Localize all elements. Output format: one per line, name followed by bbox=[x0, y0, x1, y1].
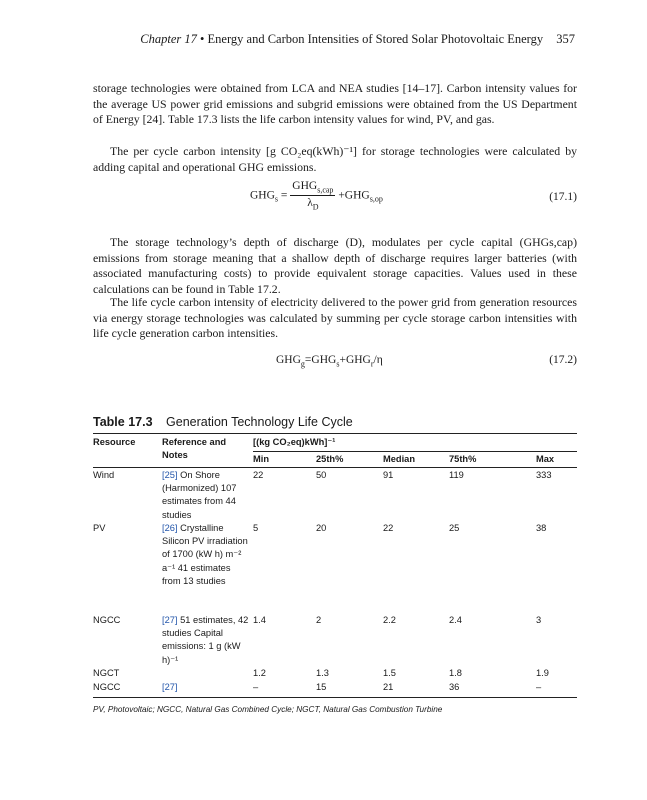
paragraph-3-text: The storage technology’s depth of discharge (D), modulates per cycle capital (GHGs,cap) emissions from storage meaning that a shallow depth of discharge requires larger batteries (with associated manufacturing costs) to provide equivalent storage capacities. Values used in these calculations can be found in Table 17.2. bbox=[93, 235, 577, 296]
eq2-rhs-a: =GHG bbox=[304, 354, 337, 366]
eq1-lhs: GHG bbox=[250, 189, 275, 202]
table-bottom-rule bbox=[93, 697, 577, 698]
eq1-den-text: λ bbox=[307, 197, 313, 210]
row-5-p25: 15 bbox=[316, 682, 327, 692]
equation-17-1 bbox=[250, 180, 383, 212]
eq1-num-text: GHG bbox=[292, 180, 318, 192]
equation-number-17-2: (17.2) bbox=[549, 354, 577, 366]
eq2-rhs-a-sub: s bbox=[336, 359, 340, 369]
paragraph-1-text: storage technologies were obtained from LCA and NEA studies [14–17]. Carbon intensity values for the average US power grid emissions and subgrid emissions were obtained from the US Department of Energy [24]. Table 17.3 lists the life carbon intensity values for wind, PV, and gas. bbox=[93, 81, 577, 127]
row-5-p75: 36 bbox=[449, 682, 460, 692]
eq1-plus-term: +GHG bbox=[338, 189, 370, 202]
row-3-min: 1.4 bbox=[253, 615, 266, 625]
row-1-p75: 119 bbox=[449, 470, 464, 480]
header-unit: [(kg CO₂eq)kWh]⁻¹ bbox=[253, 437, 336, 447]
row-2-min: 5 bbox=[253, 523, 259, 533]
row-3-ref[interactable]: [27] bbox=[162, 615, 178, 625]
eq1-num-sub: s,cap bbox=[317, 185, 334, 195]
eq1-numerator bbox=[290, 180, 335, 196]
row-2-notes bbox=[162, 522, 250, 588]
row-2-max: 38 bbox=[536, 523, 547, 533]
row-2-resource: PV bbox=[93, 523, 106, 533]
paragraph-2 bbox=[93, 144, 577, 175]
eq2-lhs: GHG bbox=[276, 354, 301, 366]
row-5-ref[interactable]: [27] bbox=[162, 682, 178, 692]
row-3-resource: NGCC bbox=[93, 615, 121, 625]
row-1-median: 91 bbox=[383, 470, 394, 480]
eq2-rhs-c: /η bbox=[373, 354, 383, 366]
paragraph-3 bbox=[93, 235, 577, 297]
row-4-p25: 1.3 bbox=[316, 668, 329, 678]
eq1-denominator bbox=[290, 196, 335, 211]
eq1-equals: = bbox=[280, 189, 288, 202]
paragraph-1 bbox=[93, 81, 577, 128]
eq2-rhs-b-sub: r bbox=[370, 359, 374, 369]
row-3-note: 51 estimates, 42 studies Capital emissions: 1 g (kW h)⁻¹ bbox=[162, 615, 249, 665]
table-top-rule bbox=[93, 433, 577, 434]
row-1-notes bbox=[162, 469, 250, 522]
row-3-max: 3 bbox=[536, 615, 542, 625]
eq1-den-sub: D bbox=[312, 202, 319, 212]
row-4-p75: 1.8 bbox=[449, 668, 462, 678]
header-p25: 25th% bbox=[316, 454, 344, 464]
row-2-p75: 25 bbox=[449, 523, 460, 533]
row-3-median: 2.2 bbox=[383, 615, 396, 625]
page-number: 357 bbox=[556, 32, 575, 46]
row-2-note: Crystalline Silicon PV irradiation of 1700 (kW h) m⁻² a⁻¹ 41 estimates from 13 studies bbox=[162, 523, 248, 586]
row-1-min: 22 bbox=[253, 470, 264, 480]
row-3-p75: 2.4 bbox=[449, 615, 462, 625]
row-1-note: On Shore (Harmonized) 107 estimates from 44 studies bbox=[162, 470, 237, 520]
row-4-min: 1.2 bbox=[253, 668, 266, 678]
row-2-median: 22 bbox=[383, 523, 394, 533]
header-unit-rule bbox=[253, 451, 577, 452]
header-median: Median bbox=[383, 454, 416, 464]
header-p75: 75th% bbox=[449, 454, 477, 464]
running-head-bullet: • bbox=[200, 32, 205, 46]
running-head bbox=[140, 32, 575, 47]
row-4-max: 1.9 bbox=[536, 668, 549, 678]
row-5-min: – bbox=[253, 682, 259, 692]
eq1-plus-sub: s,op bbox=[369, 194, 383, 204]
row-3-p25: 2 bbox=[316, 615, 322, 625]
table-footnote: PV, Photovoltaic; NGCC, Natural Gas Combined Cycle; NGCT, Natural Gas Combustion Turbine bbox=[93, 705, 443, 714]
row-4-resource: NGCT bbox=[93, 668, 120, 678]
row-1-max: 333 bbox=[536, 470, 552, 480]
paragraph-4 bbox=[93, 295, 577, 342]
row-1-p25: 50 bbox=[316, 470, 327, 480]
paragraph-2-text: The per cycle carbon intensity [g CO₂eq(kWh)⁻¹] for storage technologies were calculated by adding capital and operational GHG emissions. bbox=[93, 144, 577, 174]
header-resource: Resource bbox=[93, 437, 136, 447]
eq1-fraction bbox=[290, 180, 335, 212]
chapter-title: Energy and Carbon Intensities of Stored Solar Photovoltaic Energy bbox=[207, 32, 544, 46]
row-3-notes bbox=[162, 614, 250, 667]
table-caption bbox=[93, 415, 353, 429]
eq2-rhs-b: +GHG bbox=[339, 354, 371, 366]
paragraph-4-text: The life cycle carbon intensity of electricity delivered to the power grid from generation resources via energy storage technologies was calculated by summing per cycle storage carbon intensities with life cycle generation carbon intensities. bbox=[93, 295, 577, 341]
table-label: Table 17.3 bbox=[93, 415, 153, 429]
row-2-p25: 20 bbox=[316, 523, 327, 533]
row-5-median: 21 bbox=[383, 682, 394, 692]
row-2-ref[interactable]: [26] bbox=[162, 523, 178, 533]
eq1-lhs-sub: s bbox=[274, 194, 279, 204]
equation-number-17-1: (17.1) bbox=[549, 191, 577, 203]
row-5-resource: NGCC bbox=[93, 682, 121, 692]
header-reference: Reference and Notes bbox=[162, 437, 227, 461]
equation-17-2 bbox=[276, 354, 383, 368]
chapter-label: Chapter 17 bbox=[140, 32, 197, 46]
header-bottom-rule bbox=[93, 467, 577, 468]
row-1-resource: Wind bbox=[93, 470, 115, 480]
table-title: Generation Technology Life Cycle bbox=[166, 415, 353, 429]
row-1-ref[interactable]: [25] bbox=[162, 470, 178, 480]
header-min: Min bbox=[253, 454, 270, 464]
header-max: Max bbox=[536, 454, 555, 464]
row-5-max: – bbox=[536, 682, 542, 692]
row-4-median: 1.5 bbox=[383, 668, 396, 678]
eq2-lhs-sub: g bbox=[300, 359, 305, 369]
row-5-notes bbox=[162, 681, 178, 694]
